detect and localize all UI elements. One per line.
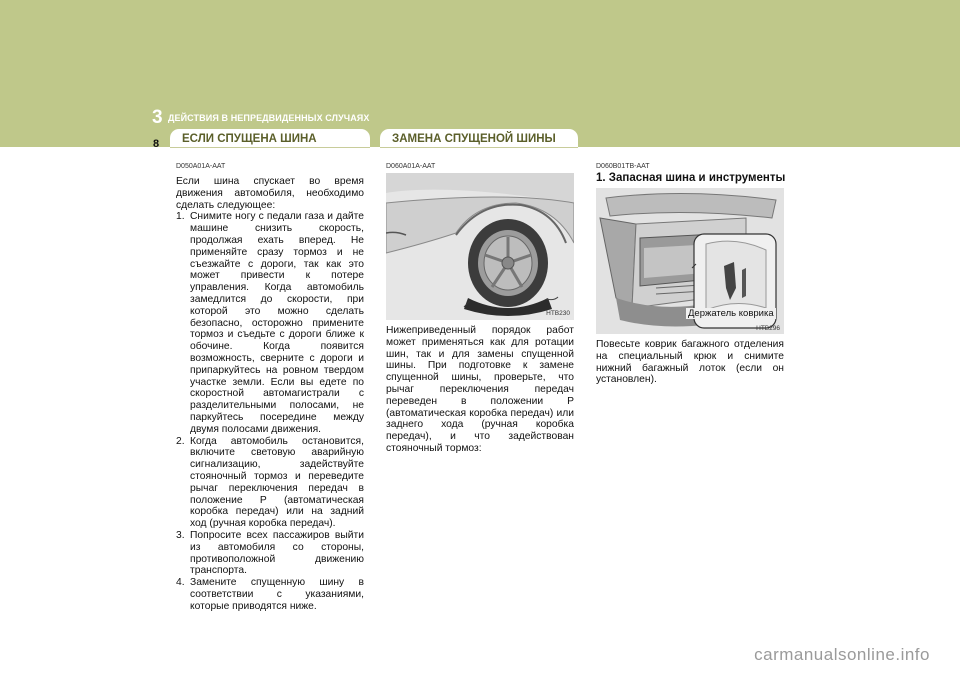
item-text: Когда автомобиль остановится, включите световую аварийную сигнализацию, задействуйте стояночный тормоз и переведите рычаг переключения передач в положение P (автоматическая коробка передач) или на задний ход (ручная коробка передач).	[190, 435, 364, 530]
item-text: Попросите всех пассажиров выйти из автомобиля со стороны, противоположной движению транспорта.	[190, 529, 364, 577]
chapter-number: 3	[152, 107, 163, 128]
section-tab-flat-tire: ЕСЛИ СПУЩЕНА ШИНА	[170, 129, 370, 147]
tab-underline	[380, 147, 578, 148]
body-paragraph: Повесьте коврик багажного отделения на специальный крюк и снимите нижний багажный лоток (если он установлен).	[596, 339, 784, 386]
item-number: 3.	[176, 529, 185, 541]
column-changing-tire	[386, 325, 574, 455]
page-number: 8	[153, 138, 160, 150]
section-tab-changing-tire: ЗАМЕНА СПУЩЕНОЙ ШИНЫ	[380, 129, 578, 147]
item-text: Замените спущенную шину в соответствии с указаниями, которые приводятся ниже.	[190, 577, 364, 612]
car-wheel-illustration	[386, 173, 574, 320]
trunk-photo	[596, 188, 784, 334]
image-code: HTB230	[546, 310, 570, 317]
list-item	[176, 577, 364, 612]
section-code: D060B01TB-AAT	[596, 163, 650, 170]
tab-underline	[170, 147, 370, 148]
item-number: 1.	[176, 211, 185, 223]
wheel-photo	[386, 173, 574, 320]
section-code: D060A01A-AAT	[386, 163, 436, 170]
list-item	[176, 530, 364, 577]
list-item	[176, 211, 364, 435]
watermark: carmanualsonline.info	[754, 645, 930, 664]
item-number: 4.	[176, 577, 185, 589]
header-band	[0, 0, 960, 147]
steps-list	[176, 211, 364, 612]
image-code: HTB296	[756, 325, 780, 332]
intro-paragraph: Если шина спускает во время движения автомобиля, необходимо сделать следующее:	[176, 176, 364, 211]
chapter-title: ДЕЙСТВИЯ В НЕПРЕДВИДЕННЫХ СЛУЧАЯХ	[168, 113, 370, 123]
item-number: 2.	[176, 435, 185, 447]
section-code: D050A01A-AAT	[176, 163, 226, 170]
column-spare-tire	[596, 339, 784, 386]
item-text: Снимите ногу с педали газа и дайте машине снизить скорость, продолжая ехать вперед. Не применяйте сразу тормоз и не съезжайте с дороги, так как это может привести к потере управления. Когда автомобиль замедлится до скорости, при которой это можно сделать безопасно, осторожно примените тормоз и съедьте с дороги ближе к обочине. Когда появится возможность, сверните с дороги и припаркуйтесь на ровном твердом участке земли. Если вы едете по скоростной автомагистрали с разделительными полосами, не паркуйтесь посередине между двумя полосами движения.	[190, 211, 364, 435]
body-paragraph: Нижеприведенный порядок работ может применяться как для ротации шин, так и для замены спущенной шины. При подготовке к замене спущенной шины, проверьте, что рычаг переключения передач переведен в положении P (автоматическая коробка передач) или заднего хода (ручная коробка передач), и что задействован стояночный тормоз:	[386, 325, 574, 454]
list-item	[176, 436, 364, 530]
mat-holder-callout: Держатель коврика	[688, 308, 774, 319]
column-flat-tire	[176, 176, 364, 612]
spare-tire-heading: 1. Запасная шина и инструменты	[596, 172, 786, 184]
